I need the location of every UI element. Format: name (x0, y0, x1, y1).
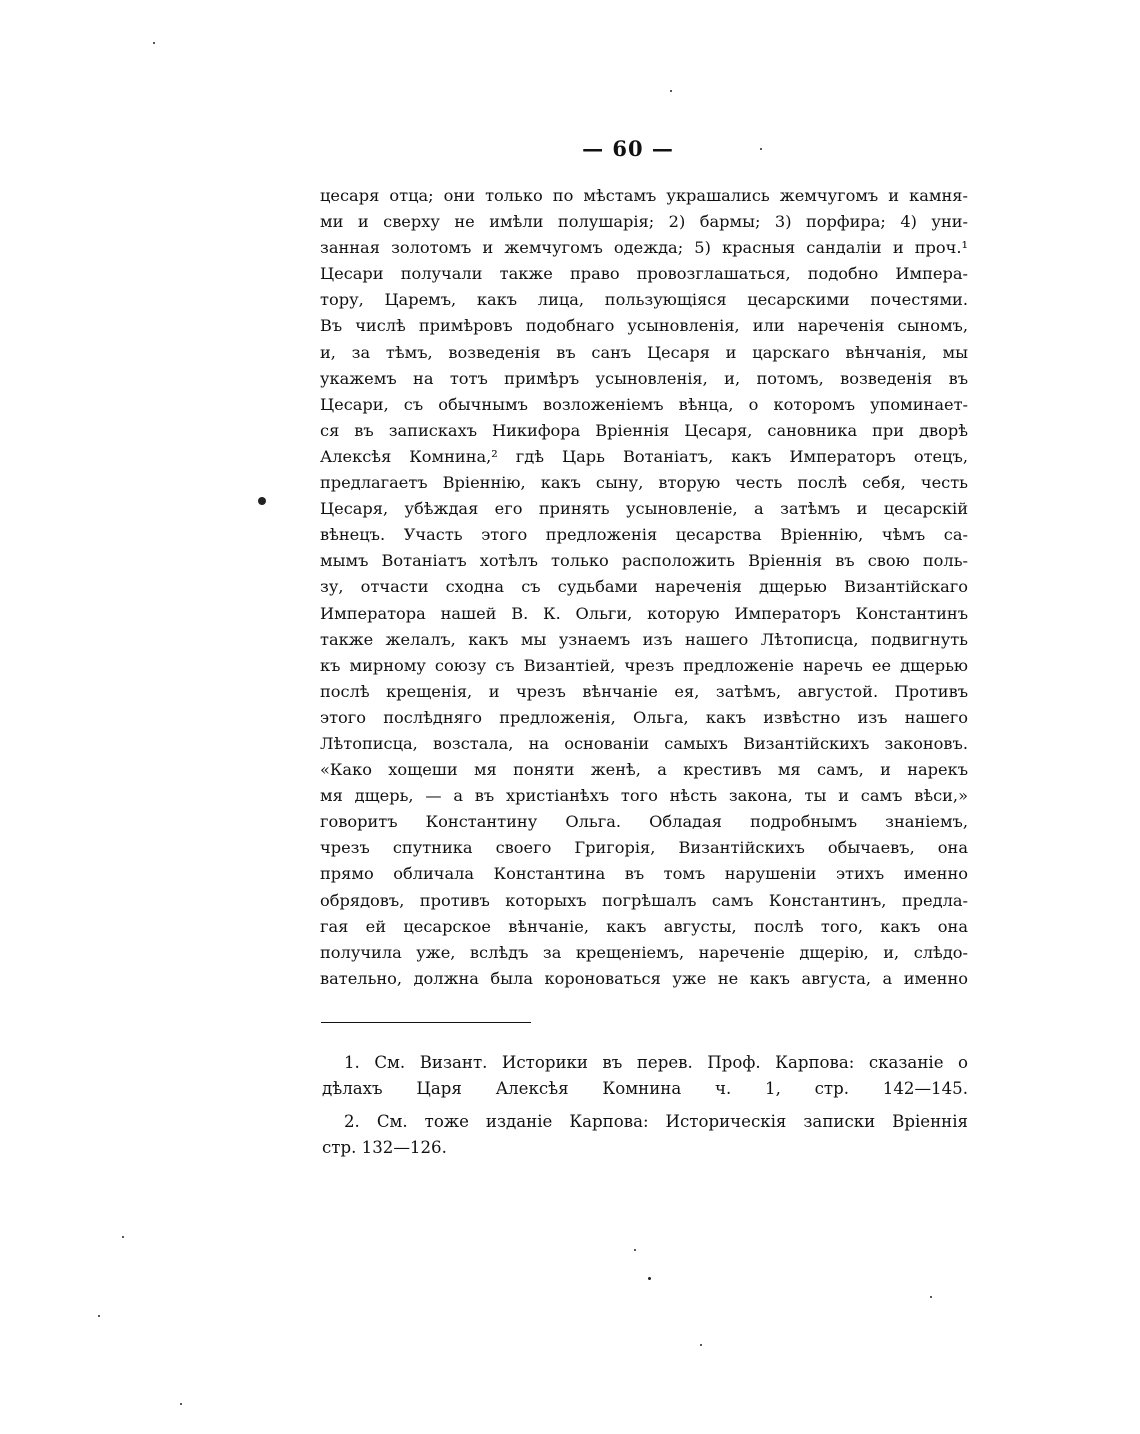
text-line: Цесаря, убѣждая его принять усыновленіе, а затѣмъ и цесарскій (320, 499, 968, 519)
text-line: Императора нашей В. К. Ольги, которую Императоръ Константинъ (320, 603, 968, 623)
text-line: послѣ крещенія, и чрезъ вѣнчаніе ея, затѣмъ, августой. Противъ (320, 681, 968, 701)
scan-speck (930, 1296, 932, 1298)
scan-speck (153, 42, 155, 44)
text-line: вательно, должна была короноваться уже не какъ августа, а именно (320, 968, 968, 988)
text-line: Цесари, съ обычнымъ возложеніемъ вѣнца, о которомъ упоминает- (320, 394, 968, 414)
text-line: обрядовъ, противъ которыхъ погрѣшалъ самъ Константинъ, предла- (320, 890, 968, 910)
text-line: «Како хощеши мя поняти женѣ, а крестивъ мя самъ, и нарекъ (320, 760, 968, 780)
footnote-separator (321, 1022, 531, 1023)
footnote-2 (322, 1109, 968, 1161)
text-line: мя дщерь, — а въ христіанѣхъ того нѣсть закона, ты и самъ вѣси,» (320, 786, 968, 806)
text-line: къ мирному союзу съ Византіей, чрезъ предложеніе наречь ее дщерью (320, 655, 968, 675)
text-line: получила уже, вслѣдъ за крещеніемъ, нареченіе дщерію, и, слѣдо- (320, 942, 968, 962)
text-line: занная золотомъ и жемчугомъ одежда; 5) красныя сандаліи и проч.¹ (320, 238, 968, 258)
scan-speck (648, 1277, 651, 1280)
text-line: Въ числѣ примѣровъ подобнаго усыновленія, или нареченія сыномъ, (320, 316, 968, 336)
text-line: Лѣтописца, возстала, на основаніи самыхъ Византійскихъ законовъ. (320, 733, 968, 753)
text-line: говоритъ Константину Ольга. Обладая подробнымъ знаніемъ, (320, 812, 968, 832)
scan-speck (700, 1344, 702, 1346)
footnote-line: стр. 132—126. (322, 1138, 447, 1157)
text-line: зу, отчасти сходна съ судьбами нареченія дщерью Византійскаго (320, 577, 968, 597)
text-line: мымъ Вотаніатъ хотѣлъ только расположить Вріеннія въ свою поль- (320, 551, 968, 571)
text-line: укажемъ на тотъ примѣръ усыновленія, и, потомъ, возведенія въ (320, 368, 968, 388)
main-text (320, 183, 968, 992)
text-line: этого послѣдняго предложенія, Ольга, какъ извѣстно изъ нашего (320, 707, 968, 727)
text-line: прямо обличала Константина въ томъ нарушеніи этихъ именно (320, 864, 968, 884)
text-line: и, за тѣмъ, возведенія въ санъ Цесаря и царскаго вѣнчанія, мы (320, 342, 968, 362)
text-line: вѣнецъ. Участь этого предложенія цесарства Вріеннію, чѣмъ са- (320, 525, 968, 545)
scan-speck (760, 148, 762, 150)
text-line: ся въ запискахъ Никифора Вріеннія Цесаря, сановника при дворѣ (320, 420, 968, 440)
scan-speck (122, 1236, 124, 1238)
footnotes (322, 1050, 968, 1168)
scan-speck (670, 90, 672, 92)
text-line: цесаря отца; они только по мѣстамъ украшались жемчугомъ и камня- (320, 186, 968, 205)
footnote-1 (322, 1050, 968, 1102)
text-line: Цесари получали также право провозглашаться, подобно Импера- (320, 264, 968, 284)
text-line: чрезъ спутника своего Григорія, Византійскихъ обычаевъ, она (320, 838, 968, 858)
scan-speck (98, 1315, 100, 1317)
footnote-line: 1. См. Визант. Историки въ перев. Проф. Карпова: сказаніе о (344, 1053, 968, 1072)
text-line: ми и сверху не имѣли полушарія; 2) бармы; 3) порфира; 4) уни- (320, 212, 968, 232)
scan-speck (634, 1249, 636, 1251)
text-line: гая ей цесарское вѣнчаніе, какъ августы, послѣ того, какъ она (320, 916, 968, 936)
scan-speck (180, 1403, 182, 1405)
page-number: — 60 — (582, 136, 674, 161)
scan-speck (258, 497, 266, 505)
footnote-line: дѣлахъ Царя Алексѣя Комнина ч. 1, стр. 142—145. (322, 1079, 968, 1098)
text-line: тору, Царемъ, какъ лица, пользующіяся цесарскими почестями. (320, 290, 968, 310)
text-line: предлагаетъ Вріеннію, какъ сыну, вторую честь послѣ себя, честь (320, 473, 968, 493)
text-line: также желалъ, какъ мы узнаемъ изъ нашего Лѣтописца, подвигнуть (320, 629, 968, 649)
text-line: Алексѣя Комнина,² гдѣ Царь Вотаніатъ, какъ Императоръ отецъ, (320, 446, 968, 466)
footnote-line: 2. См. тоже изданіе Карпова: Историческія записки Вріеннія (344, 1112, 968, 1131)
